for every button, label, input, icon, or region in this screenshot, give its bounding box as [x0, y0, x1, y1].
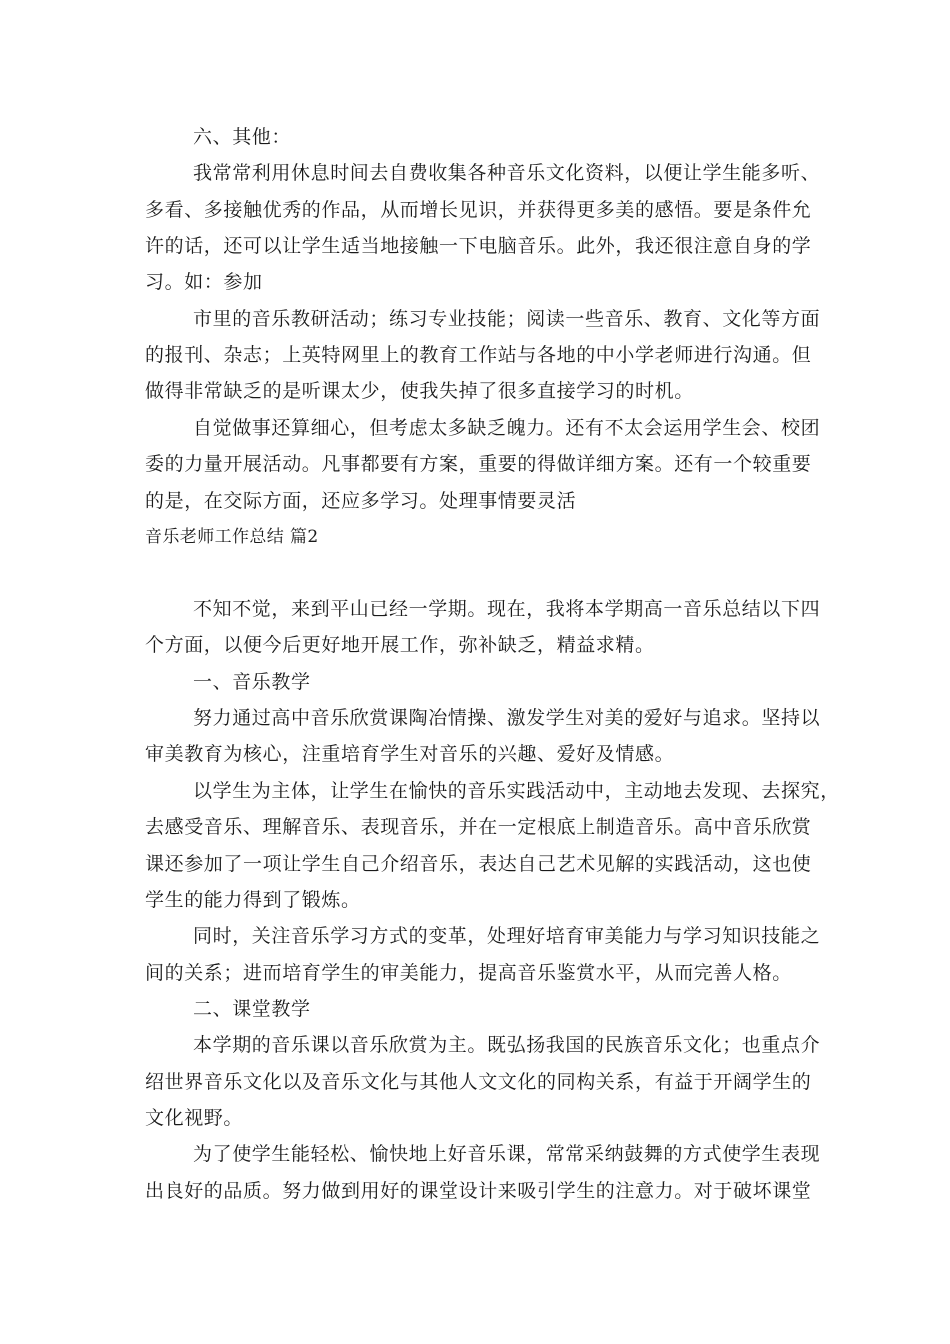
paragraph-line: 间的关系；进而培育学生的审美能力，提高音乐鉴赏水平，从而完善人格。: [145, 962, 792, 984]
paragraph-line: 市里的音乐教研活动；练习专业技能；阅读一些音乐、教育、文化等方面: [193, 308, 821, 330]
paragraph-line: 委的力量开展活动。凡事都要有方案，重要的得做详细方案。还有一个较重要: [145, 453, 812, 475]
paragraph-line: 许的话，还可以让学生适当地接触一下电脑音乐。此外，我还很注意自身的学: [145, 235, 812, 257]
paragraph-line: 审美教育为核心，注重培育学生对音乐的兴趣、爱好及情感。: [145, 743, 675, 765]
paragraph-line: 为了使学生能轻松、愉快地上好音乐课，常常采纳鼓舞的方式使学生表现: [193, 1143, 821, 1165]
section-heading: 六、其他：: [193, 126, 292, 148]
paragraph-line: 去感受音乐、理解音乐、表现音乐，并在一定根底上制造音乐。高中音乐欣赏: [145, 816, 812, 838]
paragraph-line: 出良好的品质。努力做到用好的课堂设计来吸引学生的注意力。对于破坏课堂: [145, 1180, 812, 1202]
paragraph-line: 课还参加了一项让学生自己介绍音乐，表达自己艺术见解的实践活动，这也使: [145, 853, 812, 875]
paragraph-line: 个方面，以便今后更好地开展工作，弥补缺乏，精益求精。: [145, 634, 655, 656]
subsection-heading: 二、课堂教学: [193, 998, 311, 1020]
paragraph-line: 绍世界音乐文化以及音乐文化与其他人文文化的同构关系，有益于开阔学生的: [145, 1071, 812, 1093]
paragraph-line: 努力通过高中音乐欣赏课陶冶情操、激发学生对美的爱好与追求。坚持以: [193, 707, 821, 729]
paragraph-line: 的报刊、杂志；上英特网里上的教育工作站与各地的中小学老师进行沟通。但: [145, 344, 812, 366]
paragraph-line: 以学生为主体，让学生在愉快的音乐实践活动中，主动地去发现、去探究，: [193, 780, 840, 802]
section-title: 音乐老师工作总结 篇2: [145, 527, 319, 547]
paragraph-line: 多看、多接触优秀的作品，从而增长见识，并获得更多美的感悟。要是条件允: [145, 199, 812, 221]
paragraph-line: 自觉做事还算细心，但考虑太多缺乏魄力。还有不太会运用学生会、校团: [193, 417, 821, 439]
paragraph-line: 学生的能力得到了锻炼。: [145, 889, 361, 911]
paragraph-line: 习。如：参加: [145, 271, 263, 293]
paragraph-line: 做得非常缺乏的是听课太少，使我失掉了很多直接学习的时机。: [145, 380, 694, 402]
paragraph-line: 我常常利用休息时间去自费收集各种音乐文化资料，以便让学生能多听、: [193, 162, 821, 184]
subsection-heading: 一、音乐教学: [193, 671, 311, 693]
paragraph-line: 本学期的音乐课以音乐欣赏为主。既弘扬我国的民族音乐文化；也重点介: [193, 1034, 821, 1056]
paragraph-line: 不知不觉，来到平山已经一学期。现在，我将本学期高一音乐总结以下四: [193, 598, 821, 620]
paragraph-line: 的是，在交际方面，还应多学习。处理事情要灵活: [145, 490, 577, 512]
paragraph-line: 文化视野。: [145, 1107, 244, 1129]
paragraph-line: 同时，关注音乐学习方式的变革，处理好培育审美能力与学习知识技能之: [193, 925, 821, 947]
